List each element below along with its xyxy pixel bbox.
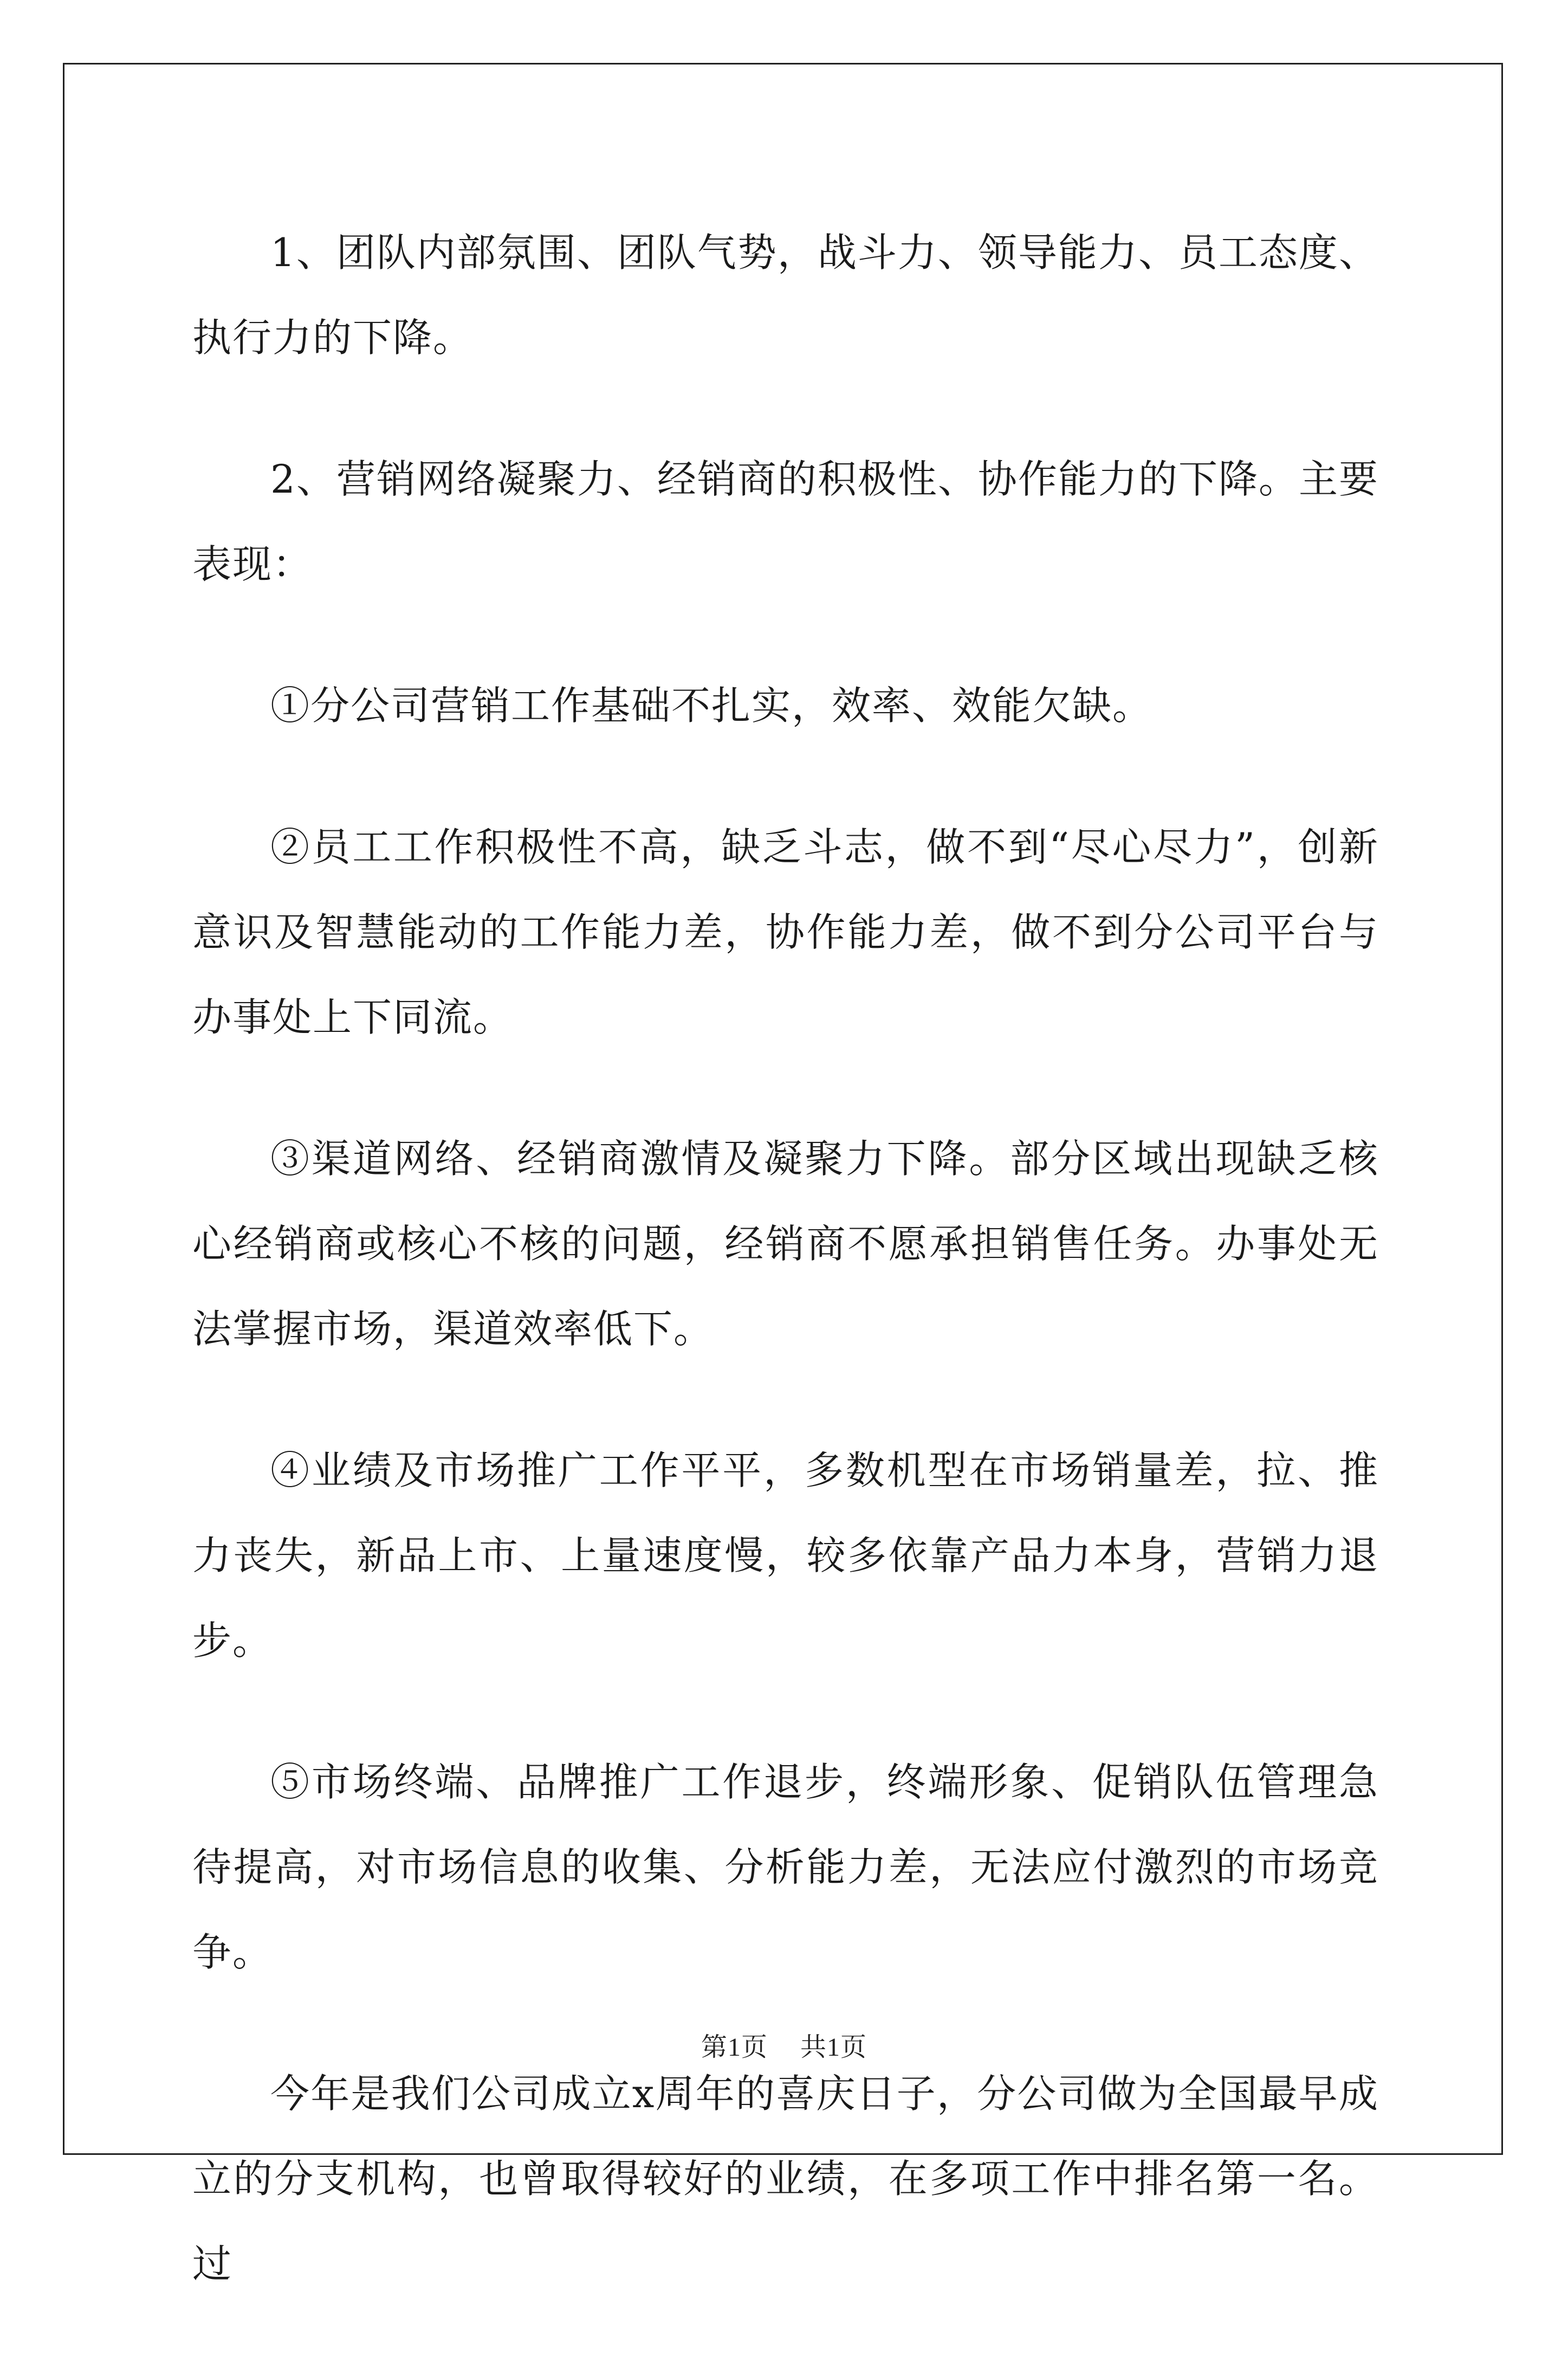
paragraph-7: ⑤市场终端、品牌推广工作退步，终端形象、促销队伍管理急待提高，对市场信息的收集、分析能力差，无法应付激烈的市场竞争。 bbox=[192, 1759, 1379, 1975]
paragraph-6: ④业绩及市场推广工作平平，多数机型在市场销量差，拉、推力丧失，新品上市、上量速度慢，较多依靠产品力本身，营销力退步。 bbox=[192, 1448, 1379, 1663]
paragraph-5: ③渠道网络、经销商激情及凝聚力下降。部分区域出现缺乏核心经销商或核心不核的问题，经销商不愿承担销售任务。办事处无法掌握市场，渠道效率低下。 bbox=[192, 1136, 1379, 1352]
paragraph-4: ②员工工作积极性不高，缺乏斗志，做不到“尽心尽力”，创新意识及智慧能动的工作能力差，协作能力差，做不到分公司平台与办事处上下同流。 bbox=[192, 824, 1379, 1040]
page-footer bbox=[0, 2026, 1568, 2063]
paragraph-3: ①分公司营销工作基础不扎实，效率、效能欠缺。 bbox=[270, 683, 1153, 728]
paragraph-1: 1、团队内部氛围、团队气势，战斗力、领导能力、员工态度、执行力的下降。 bbox=[192, 230, 1379, 360]
paragraph-8: 今年是我们公司成立x周年的喜庆日子，分公司做为全国最早成立的分支机构，也曾取得较好的业绩，在多项工作中排名第一名。过 bbox=[192, 2071, 1379, 2287]
paragraph-2: 2、营销网络凝聚力、经销商的积极性、协作能力的下降。主要表现： bbox=[192, 456, 1379, 587]
page-total: 共1页 bbox=[800, 2033, 867, 2062]
page-number: 第1页 bbox=[701, 2033, 768, 2062]
